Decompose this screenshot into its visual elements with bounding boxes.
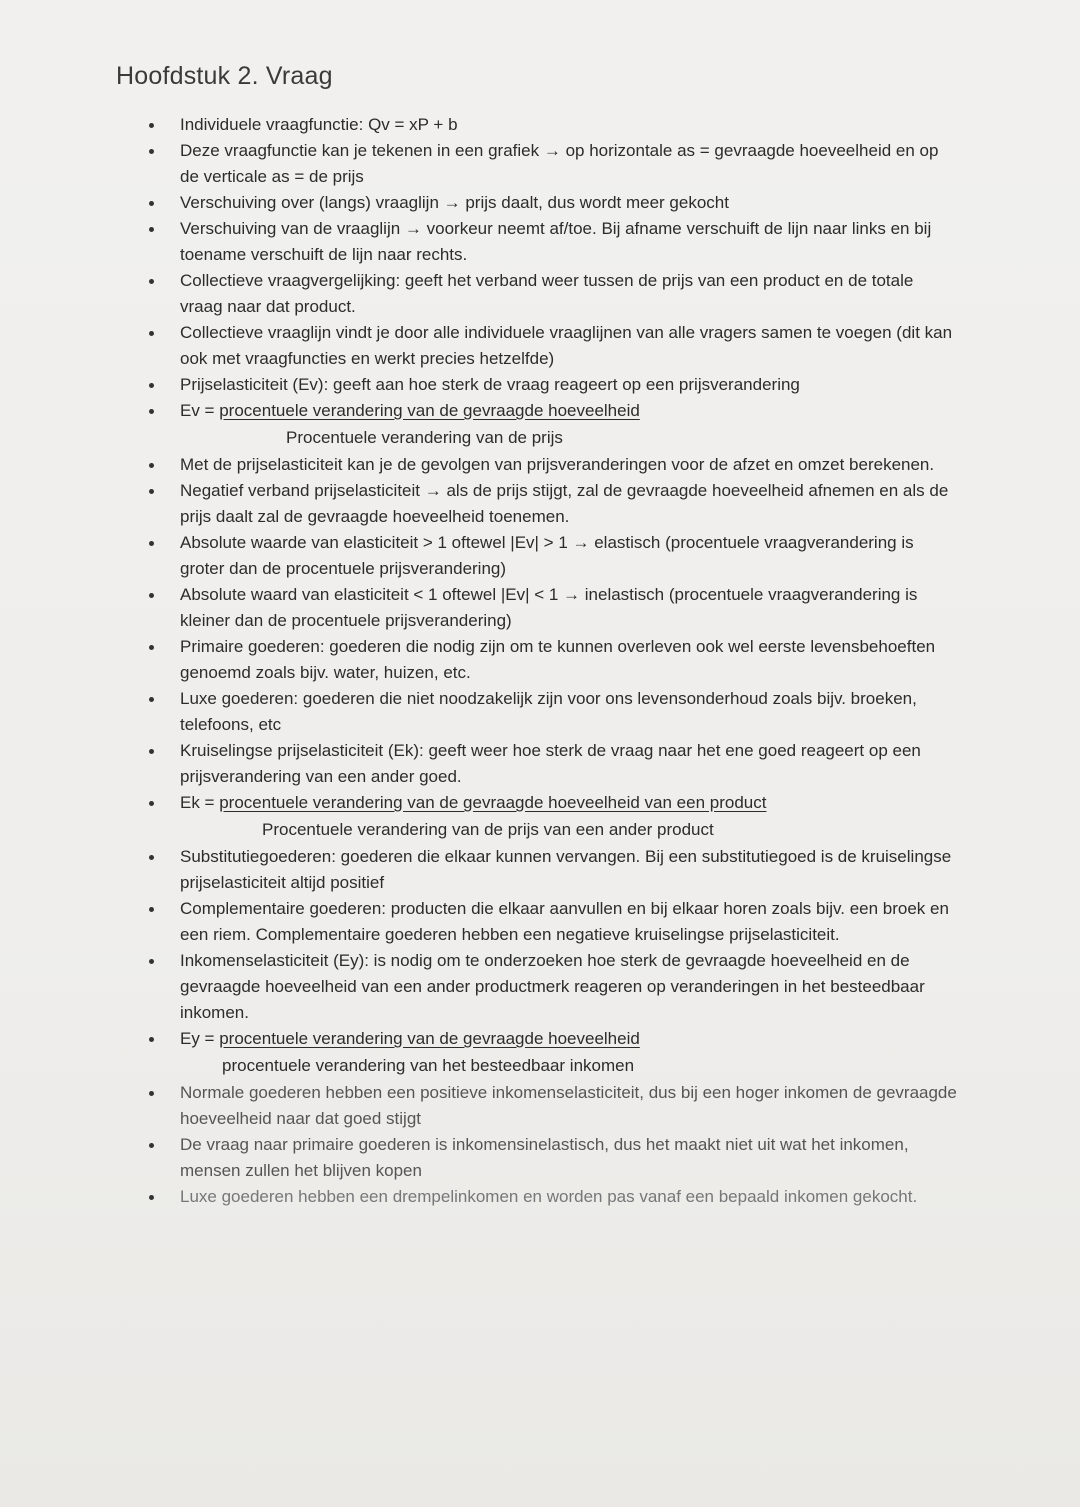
list-item	[140, 948, 960, 1026]
item-text: Kruiselingse prijselasticiteit (Ek): geeft weer hoe sterk de vraag naar het ene goed reageert op een prijsverandering van een ander goed.	[180, 741, 921, 786]
formula-lhs: Ey =	[180, 1029, 220, 1048]
item-text: Met de prijselasticiteit kan je de gevolgen van prijsveranderingen voor de afzet en omzet berekenen.	[180, 455, 935, 474]
list-item	[140, 634, 960, 686]
bullet-icon	[149, 645, 154, 650]
formula-lhs: Ek =	[180, 793, 220, 812]
item-text: Collectieve vraagvergelijking: geeft het verband weer tussen de prijs van een product en de totale vraag naar dat product.	[180, 271, 914, 316]
bullet-icon	[149, 463, 154, 468]
bullet-icon	[149, 593, 154, 598]
item-text: Luxe goederen: goederen die niet noodzakelijk zijn voor ons levensonderhoud zoals bijv. broeken, telefoons, etc	[180, 689, 917, 734]
bullet-icon	[149, 801, 154, 806]
bullet-icon	[149, 279, 154, 284]
item-text: Collectieve vraaglijn vindt je door alle individuele vraaglijnen van alle vragers samen te voegen (dit kan ook met vraagfuncties en werkt precies hetzelfde)	[180, 323, 953, 368]
item-text: De vraag naar primaire goederen is inkomensinelastisch, dus het maakt niet uit wat het inkomen, mensen zullen het blijven kopen	[180, 1135, 909, 1180]
item-text: Deze vraagfunctie kan je tekenen in een grafiek → op horizontale as = gevraagde hoeveelheid en op de verticale as = de prijs	[180, 141, 939, 186]
list-item	[140, 138, 960, 190]
item-text: Primaire goederen: goederen die nodig zijn om te kunnen overleven ook wel eerste levensbehoeften genoemd zoals bijv. water, huizen, etc.	[180, 637, 936, 682]
list-item	[140, 112, 960, 138]
bullet-icon	[149, 1195, 154, 1200]
list-item	[140, 844, 960, 896]
bullet-icon	[149, 1091, 154, 1096]
list-item	[140, 190, 960, 216]
bullet-icon	[149, 227, 154, 232]
list-item	[140, 530, 960, 582]
item-text: Luxe goederen hebben een drempelinkomen en worden pas vanaf een bepaald inkomen gekocht.	[180, 1187, 918, 1206]
formula-ey	[140, 1026, 960, 1080]
bullet-icon	[149, 749, 154, 754]
list-item	[140, 1080, 960, 1132]
formula-lhs: Ev =	[180, 401, 220, 420]
item-text: Negatief verband prijselasticiteit → als de prijs stijgt, zal de gevraagde hoeveelheid afnemen en als de prijs daalt zal de gevraagde hoeveelheid toenemen.	[180, 481, 949, 526]
formula-denominator: procentuele verandering van het besteedbaar inkomen	[222, 1056, 635, 1075]
formula-numerator: procentuele verandering van de gevraagde hoeveelheid van een product	[219, 793, 767, 812]
list-item	[140, 686, 960, 738]
item-text: Prijselasticiteit (Ev): geeft aan hoe sterk de vraag reageert op een prijsverandering	[180, 375, 800, 394]
list-item	[140, 896, 960, 948]
bullet-icon	[149, 201, 154, 206]
item-text: Inkomenselasticiteit (Ey): is nodig om te onderzoeken hoe sterk de gevraagde hoeveelheid en de gevraagde hoeveelheid van een ander productmerk reageren op veranderingen in het besteedbaar inkomen.	[180, 951, 925, 1022]
item-text: Verschuiving van de vraaglijn → voorkeur neemt af/toe. Bij afname verschuift de lijn naar links en bij toename verschuift de lijn naar rechts.	[180, 219, 932, 264]
list-item	[140, 582, 960, 634]
bullet-icon	[149, 855, 154, 860]
list-item	[140, 738, 960, 790]
list-item	[140, 216, 960, 268]
item-text: Absolute waard van elasticiteit < 1 oftewel |Ev| < 1 → inelastisch (procentuele vraagverandering is kleiner dan de procentuele prijsverandering)	[180, 585, 918, 630]
list-item	[140, 478, 960, 530]
bullet-icon	[149, 1143, 154, 1148]
notes-list	[140, 112, 960, 1210]
bullet-icon	[149, 383, 154, 388]
page-title: Hoofdstuk 2. Vraag	[116, 62, 333, 90]
item-text: Individuele vraagfunctie: Qv = xP + b	[180, 115, 458, 134]
item-text: Substitutiegoederen: goederen die elkaar kunnen vervangen. Bij een substitutiegoed is de kruiselingse prijselasticiteit altijd positief	[180, 847, 952, 892]
list-item	[140, 372, 960, 398]
bullet-icon	[149, 541, 154, 546]
formula-numerator: procentuele verandering van de gevraagde hoeveelheid	[219, 401, 640, 420]
formula-denominator: Procentuele verandering van de prijs van een ander product	[262, 820, 714, 839]
bullet-icon	[149, 123, 154, 128]
bullet-icon	[149, 697, 154, 702]
list-item	[140, 1132, 960, 1184]
bullet-icon	[149, 959, 154, 964]
bullet-icon	[149, 1037, 154, 1042]
item-text: Verschuiving over (langs) vraaglijn → prijs daalt, dus wordt meer gekocht	[180, 193, 729, 212]
formula-ev	[140, 398, 960, 452]
list-item	[140, 268, 960, 320]
bullet-icon	[149, 489, 154, 494]
bullet-icon	[149, 149, 154, 154]
bullet-icon	[149, 907, 154, 912]
formula-ek	[140, 790, 960, 844]
item-text: Absolute waarde van elasticiteit > 1 oftewel |Ev| > 1 → elastisch (procentuele vraagverandering is groter dan de procentuele prijsverandering)	[180, 533, 914, 578]
bullet-icon	[149, 409, 154, 414]
formula-numerator: procentuele verandering van de gevraagde hoeveelheid	[219, 1029, 640, 1048]
list-item	[140, 1184, 960, 1210]
formula-denominator: Procentuele verandering van de prijs	[286, 428, 563, 447]
list-item	[140, 452, 960, 478]
list-item	[140, 320, 960, 372]
item-text: Normale goederen hebben een positieve inkomenselasticiteit, dus bij een hoger inkomen de gevraagde hoeveelheid naar dat goed stijgt	[180, 1083, 957, 1128]
item-text: Complementaire goederen: producten die elkaar aanvullen en bij elkaar horen zoals bijv. een broek en een riem. Complementaire goederen hebben een negatieve kruiselingse prijselasticiteit.	[180, 899, 949, 944]
bullet-icon	[149, 331, 154, 336]
